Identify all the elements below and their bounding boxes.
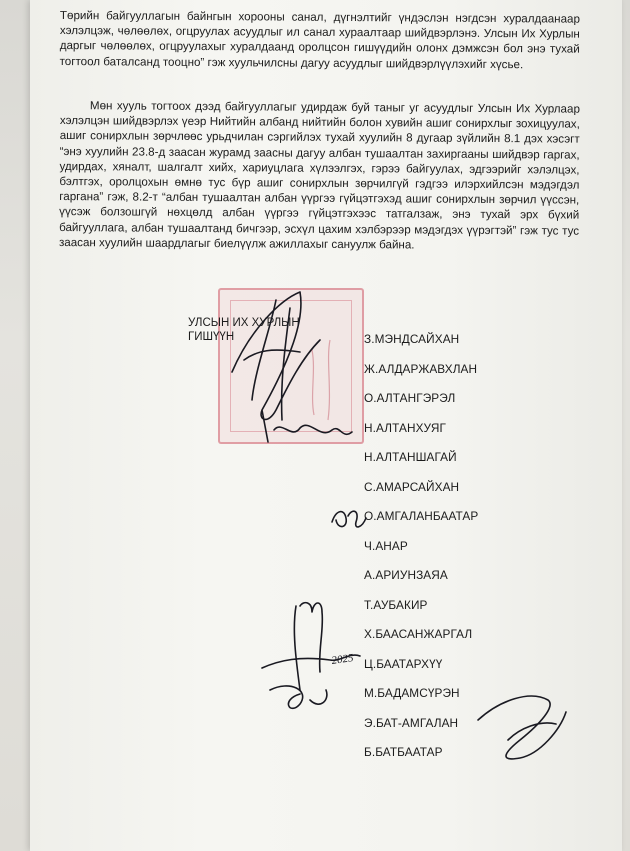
signatory-names-list: [364, 332, 478, 775]
signatory-name: М.БАДАМСҮРЭН: [364, 686, 460, 700]
handwritten-date: 2025: [330, 652, 355, 667]
signatory-name: О.АМГАЛАНБААТАР: [364, 509, 479, 523]
signatory-name: Н.АЛТАНШАГАЙ: [364, 450, 457, 464]
signatory-label-line2: ГИШҮҮН: [188, 331, 235, 343]
signatory-label-line1: УЛСЫН ИХ ХУРЛЫН: [188, 317, 300, 329]
official-stamp: [218, 288, 364, 444]
paragraph-1: Төрийн байгууллагын байнгын хорооны санал, дүгнэлтийг үндэслэн нэгдсэн хуралдаанаар хэлэлцэж, чөлөөлөх, огцруулах асуудлыг ил санал хураалтаар шийдвэрлэнэ. Улсын Их Хурлын даргыг чөлөөлөх, огцруулахыг хуралдаанд оролцсон гишүүдийн олонх дэмжсэн бол энэ тухай тогтоол баталсанд тооцно” гэж хуульчилсны дагуу асуудлыг шийдвэрлүүлэхийг хүсье.: [59, 8, 580, 71]
signatory-name: О.АЛТАНГЭРЭЛ: [364, 391, 456, 405]
signatory-label: [188, 316, 300, 344]
signatory-name: Ж.АЛДАРЖАВХЛАН: [364, 361, 478, 376]
signatory-name: Ц.БААТАРХҮҮ: [364, 656, 443, 671]
signatory-name: Н.АЛТАНХУЯГ: [364, 420, 446, 435]
signatory-name: Ч.АНАР: [364, 538, 408, 553]
signatory-name: Т.АУБАКИР: [364, 597, 428, 612]
signatory-name: Э.БАТ-АМГАЛАН: [364, 715, 459, 730]
signatory-name: З.МЭНДСАЙХАН: [364, 332, 460, 346]
signatory-name: Х.БААСАНЖАРГАЛ: [364, 627, 473, 641]
signatory-name: А.АРИУНЗАЯА: [364, 568, 448, 582]
signatory-name: Б.БАТБААТАР: [364, 745, 443, 759]
signatory-name: С.АМАРСАЙХАН: [364, 479, 460, 494]
paragraph-2: Мөн хууль тогтоох дээд байгууллагыг удирдаж буй таныг уг асуудлыг Улсын Их Хурлаар хэлэлцэн шийдвэрлэх үеэр Нийтийн албанд нийтийн болон хувийн ашиг сонирхлыг зохицуулах, ашиг сонирхлын зөрчлөөс урьдчилан сэргийлэх тухай хуулийн 8 дугаар зүйлийн 8.1 дэх хэсэгт “энэ хуулийн 23.8-д заасан журамд заасны дагуу албан тушаалтан захиргааны шийдвэр гаргах, удирдах, хяналт, шалгалт хийх, хариуцлага хүлээлгэх, гэрээ байгуулах, эдгээрийг хэлэлцэх, бэлтгэх, оролцохын өмнө тус бүр ашиг сонирхлын зөрчилгүй гэдгээ илэрхийлсэн мэдэгдэл гаргана” гэж, 8.2-т “албан тушаалтан албан үүргээ гүйцэтгэхэд ашиг сонирхлын зөрчил үүссэн, үүсэж болзошгүй нөхцөлд албан үүргээ гүйцэтгэхээс татгалзаж, энэ тухай эрх бүхий байгууллага, албан тушаалтанд бичгээр, эсхүл цахим хэлбэрээр мэдэгдэх үүрэгтэй” гэж тус тус заасан хуулийн шаардлагыг биелүүлж ажиллахыг сануулж байна.: [58, 99, 580, 252]
